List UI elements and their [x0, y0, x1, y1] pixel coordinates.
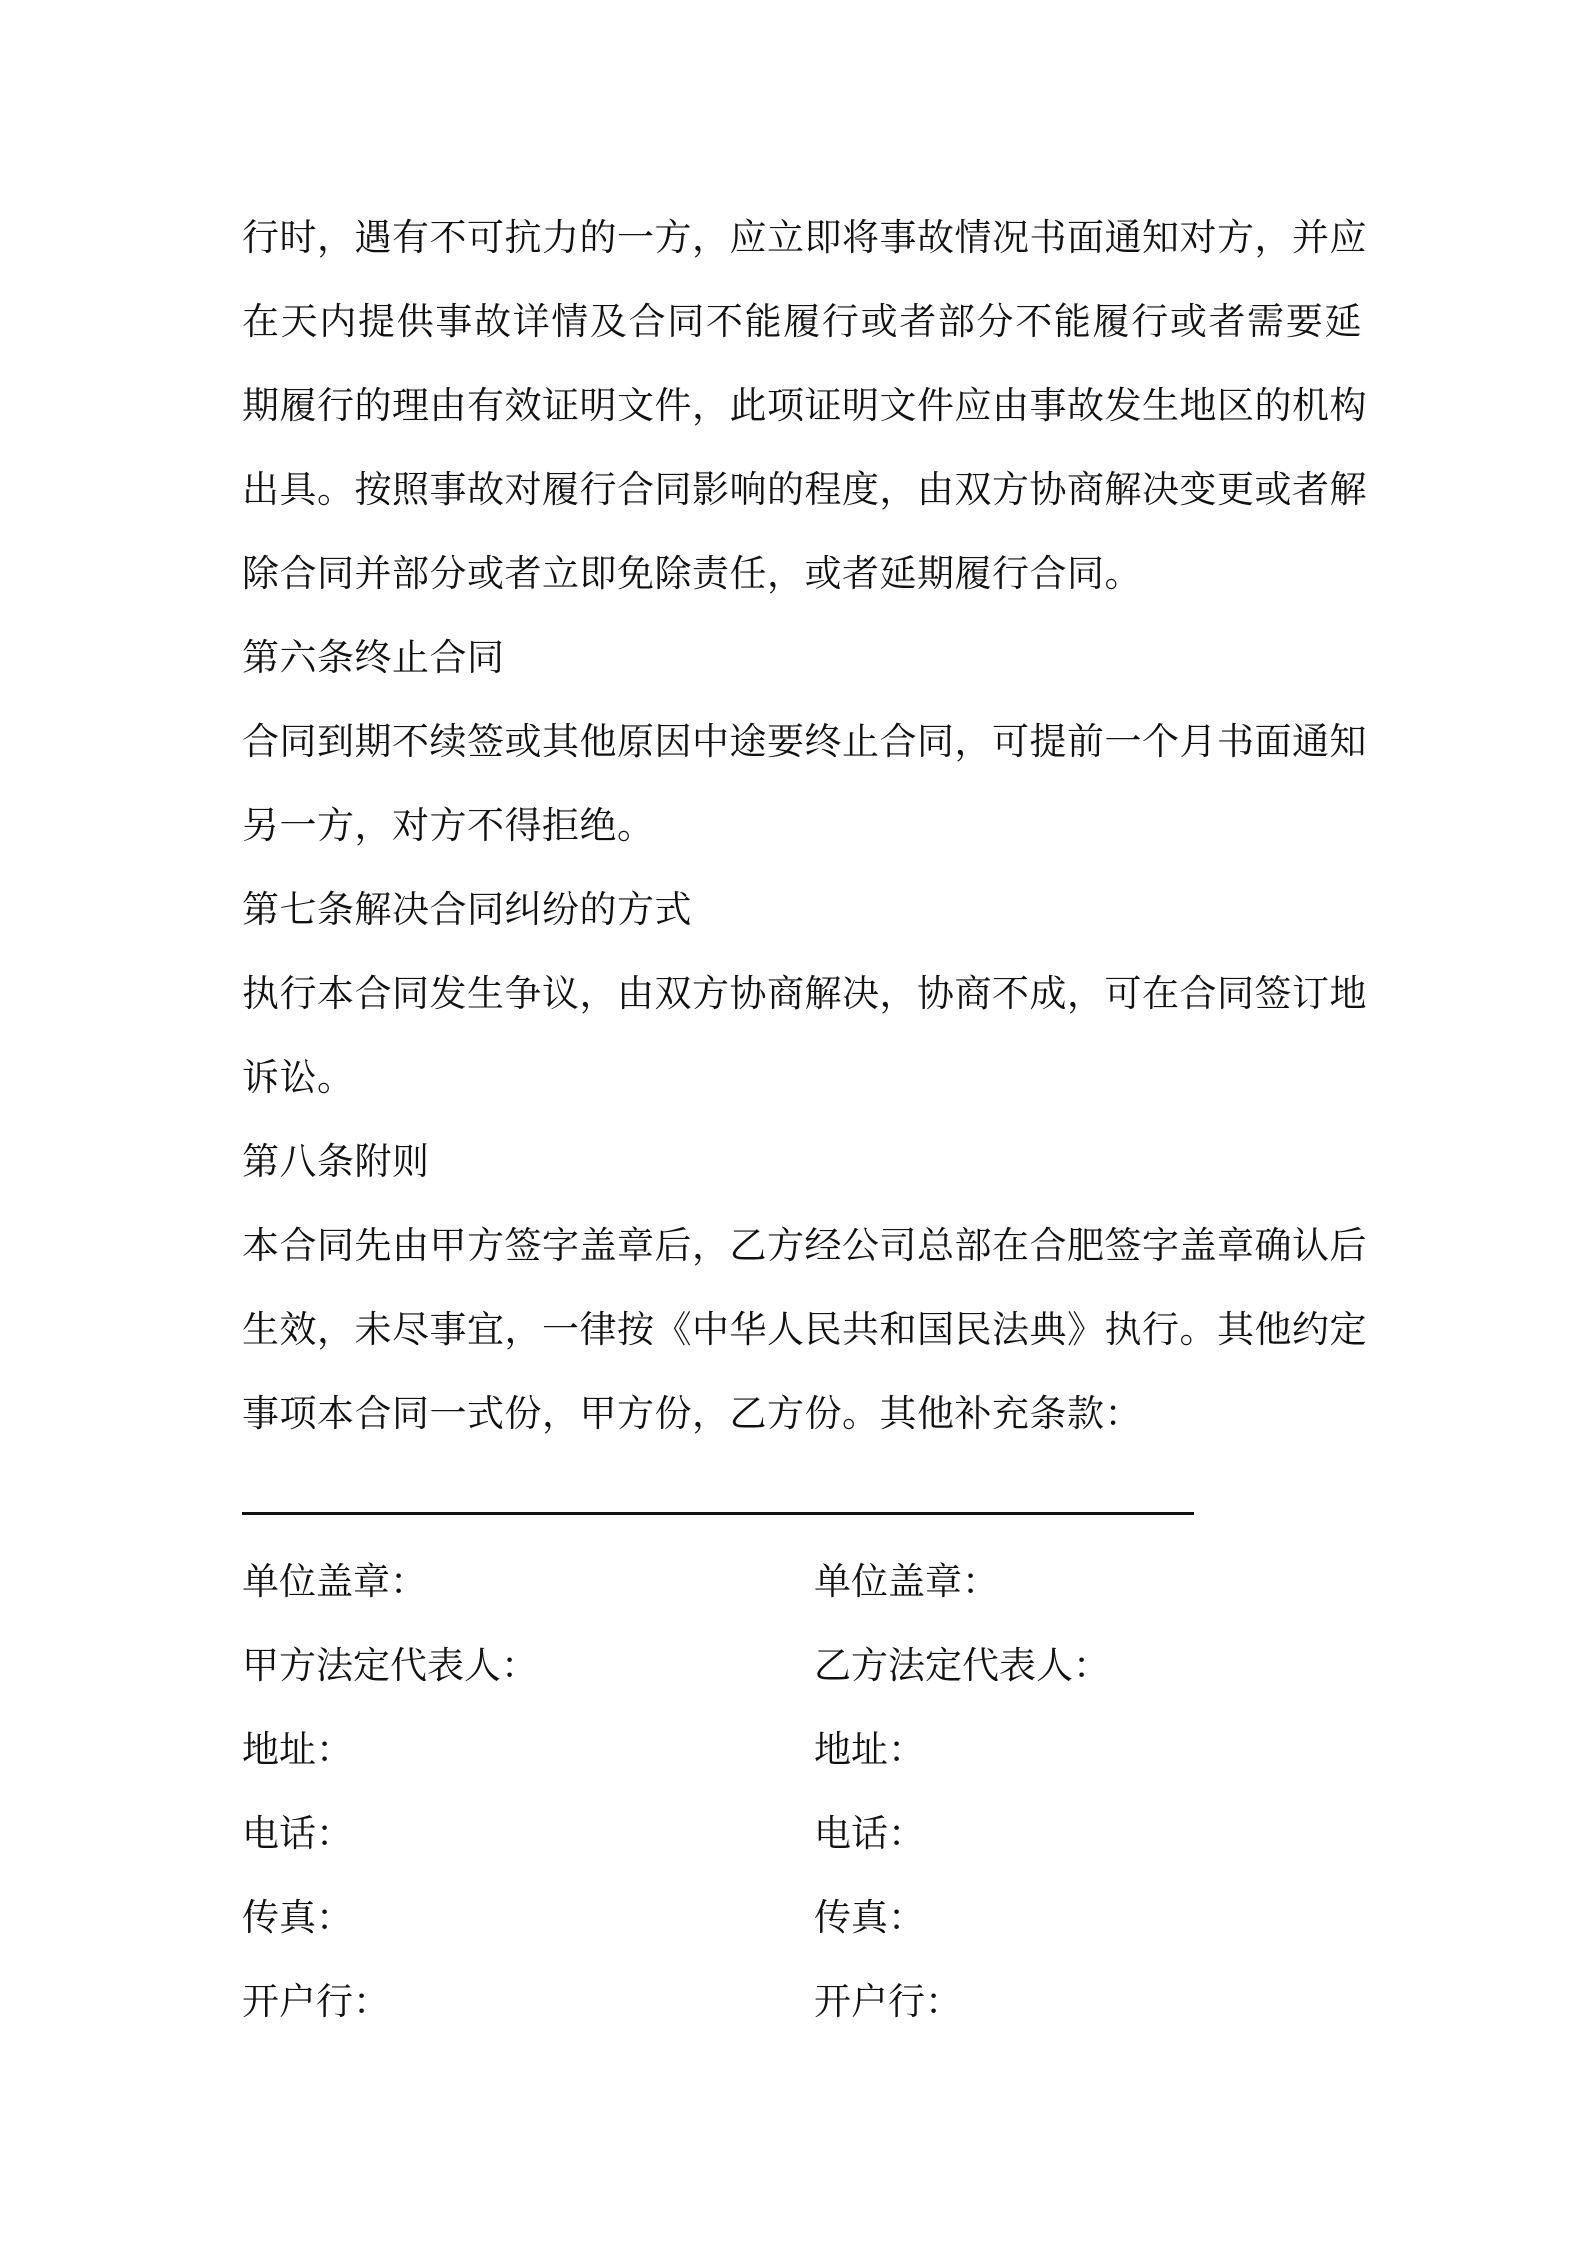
paragraph-line: 合同到期不续签或其他原因中途要终止合同，可提前一个月书面通知 [242, 720, 1367, 763]
paragraph-line: 诉讼。 [242, 1056, 355, 1099]
paragraph-line: 行时，遇有不可抗力的一方，应立即将事故情况书面通知对方，并应 [242, 216, 1367, 259]
party-a-seal-label: 单位盖章： [242, 1560, 427, 1603]
party-b-seal-label: 单位盖章： [814, 1560, 999, 1603]
signature-row-address [242, 1708, 1362, 1792]
party-b-rep-label: 乙方法定代表人： [814, 1644, 1110, 1687]
paragraph-line: 期履行的理由有效证明文件，此项证明文件应由事故发生地区的机构 [242, 384, 1367, 427]
party-b-fax-label: 传真： [814, 1896, 925, 1939]
paragraph-line: 生效，未尽事宜，一律按《中华人民共和国民法典》执行。其他约定 [242, 1308, 1367, 1351]
party-a-rep-label: 甲方法定代表人： [242, 1644, 538, 1687]
signature-row-seal [242, 1540, 1362, 1624]
party-a-bank-label: 开户行： [242, 1980, 390, 2023]
party-a-address-label: 地址： [242, 1728, 353, 1771]
paragraph-line: 本合同先由甲方签字盖章后，乙方经公司总部在合肥签字盖章确认后 [242, 1224, 1367, 1267]
signature-row-phone [242, 1792, 1362, 1876]
paragraph-line: 事项本合同一式份，甲方份，乙方份。其他补充条款： [242, 1392, 1142, 1435]
paragraph-line: 执行本合同发生争议，由双方协商解决，协商不成，可在合同签订地 [242, 972, 1367, 1015]
party-a-fax-label: 传真： [242, 1896, 353, 1939]
paragraph-line: 除合同并部分或者立即免除责任，或者延期履行合同。 [242, 552, 1142, 595]
blank-rule [242, 1512, 1194, 1515]
document-body [242, 196, 1367, 2044]
paragraph-line: 出具。按照事故对履行合同影响的程度，由双方协商解决变更或者解 [242, 468, 1367, 511]
clause-7-heading: 第七条解决合同纠纷的方式 [242, 888, 692, 931]
paragraph-line: 在天内提供事故详情及合同不能履行或者部分不能履行或者需要延 [242, 300, 1362, 343]
party-b-bank-label: 开户行： [814, 1980, 962, 2023]
signature-row-bank [242, 1960, 1362, 2044]
party-b-address-label: 地址： [814, 1728, 925, 1771]
clause-8-heading: 第八条附则 [242, 1140, 430, 1183]
fill-in-blank-line [242, 1456, 1362, 1540]
paragraph-line: 另一方，对方不得拒绝。 [242, 804, 655, 847]
party-a-phone-label: 电话： [242, 1812, 353, 1855]
signature-row-fax [242, 1876, 1362, 1960]
clause-6-heading: 第六条终止合同 [242, 636, 505, 679]
party-b-phone-label: 电话： [814, 1812, 925, 1855]
signature-row-rep [242, 1624, 1362, 1708]
